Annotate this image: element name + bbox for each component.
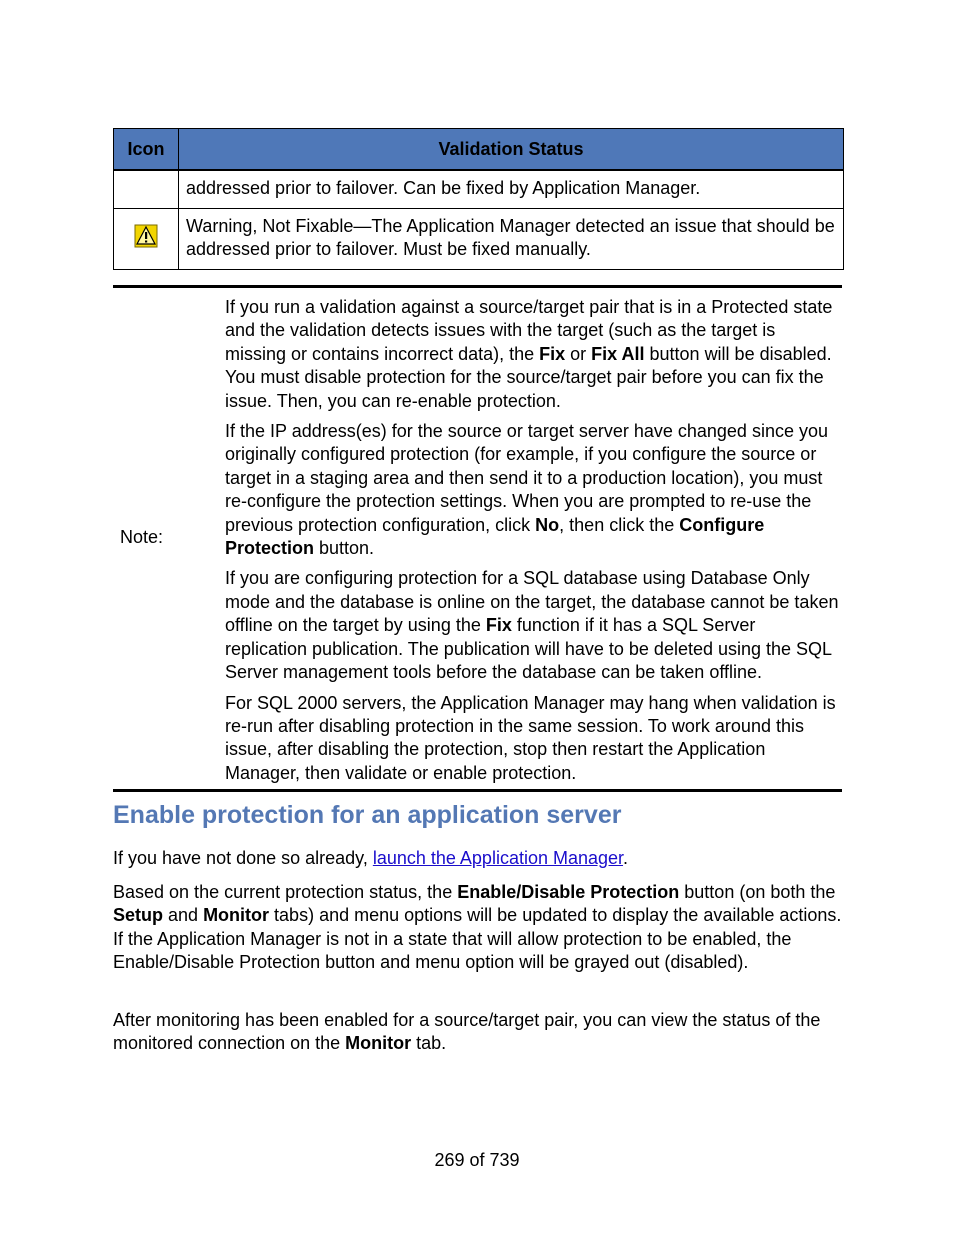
table-row: [114, 208, 844, 269]
icon-cell: [114, 208, 179, 269]
status-cell: Warning, Not Fixable—The Application Manager detected an issue that should be addressed prior to failover. Must be fixed manually.: [179, 208, 844, 269]
validation-status-column-header: Validation Status: [179, 129, 844, 171]
note-paragraph: If you are configuring protection for a SQL database using Database Only mode and the database is online on the target, the database cannot be taken offline on the target by using the Fix function if it has a SQL Server replication publication. The publication will have to be deleted using the SQL Server management tools before the database can be taken offline.: [225, 568, 839, 683]
icon-cell-empty: [114, 170, 179, 208]
warning-not-fixable-icon: [134, 224, 158, 248]
body-paragraph: Based on the current protection status, the Enable/Disable Protection button (on both the Setup and Monitor tabs) and menu options will be updated to display the available actions. If the Application Manager is not in a state that will allow protection to be enabled, the Enable/Disable Protection button and menu option will be grayed out (disabled).: [113, 882, 842, 973]
note-paragraph: For SQL 2000 servers, the Application Manager may hang when validation is re-run after disabling protection in the same session. To work around this issue, after disabling the protection, stop then restart the Application Manager, then validate or enable protection.: [225, 692, 836, 783]
body-paragraph: If you have not done so already, launch the Application Manager.: [113, 848, 629, 868]
icon-column-header: Icon: [114, 129, 179, 171]
page-number: 269 of 739: [434, 1150, 520, 1170]
table-row: [114, 170, 844, 208]
note-paragraph: If you run a validation against a source/target pair that is in a Protected state and the validation detects issues with the target (such as the target is missing or contains incorrect data), the Fix or Fix All button will be disabled. You must disable protection for the source/target pair before you can fix the issue. Then, you can re-enable protection.: [225, 297, 833, 411]
note-box: [113, 285, 842, 792]
section-title: Enable protection for an application server: [113, 801, 622, 829]
status-cell: addressed prior to failover. Can be fixed by Application Manager.: [179, 170, 844, 208]
note-body: [225, 296, 840, 792]
table-header-row: [114, 129, 844, 171]
validation-status-table: [113, 128, 844, 270]
launch-app-manager-link[interactable]: launch the Application Manager: [372, 848, 624, 868]
body-paragraph: After monitoring has been enabled for a source/target pair, you can view the status of the monitored connection on the Monitor tab.: [113, 1010, 821, 1054]
note-paragraph: If the IP address(es) for the source or target server have changed since you originally configured protection (for example, if you configure the source or target in a staging area and then send it to a production location), you must re-configure the protection settings. When you are prompted to re-use the previous protection configuration, click No, then click the Configure Protection button.: [225, 421, 828, 559]
note-label: Note:: [120, 527, 164, 547]
